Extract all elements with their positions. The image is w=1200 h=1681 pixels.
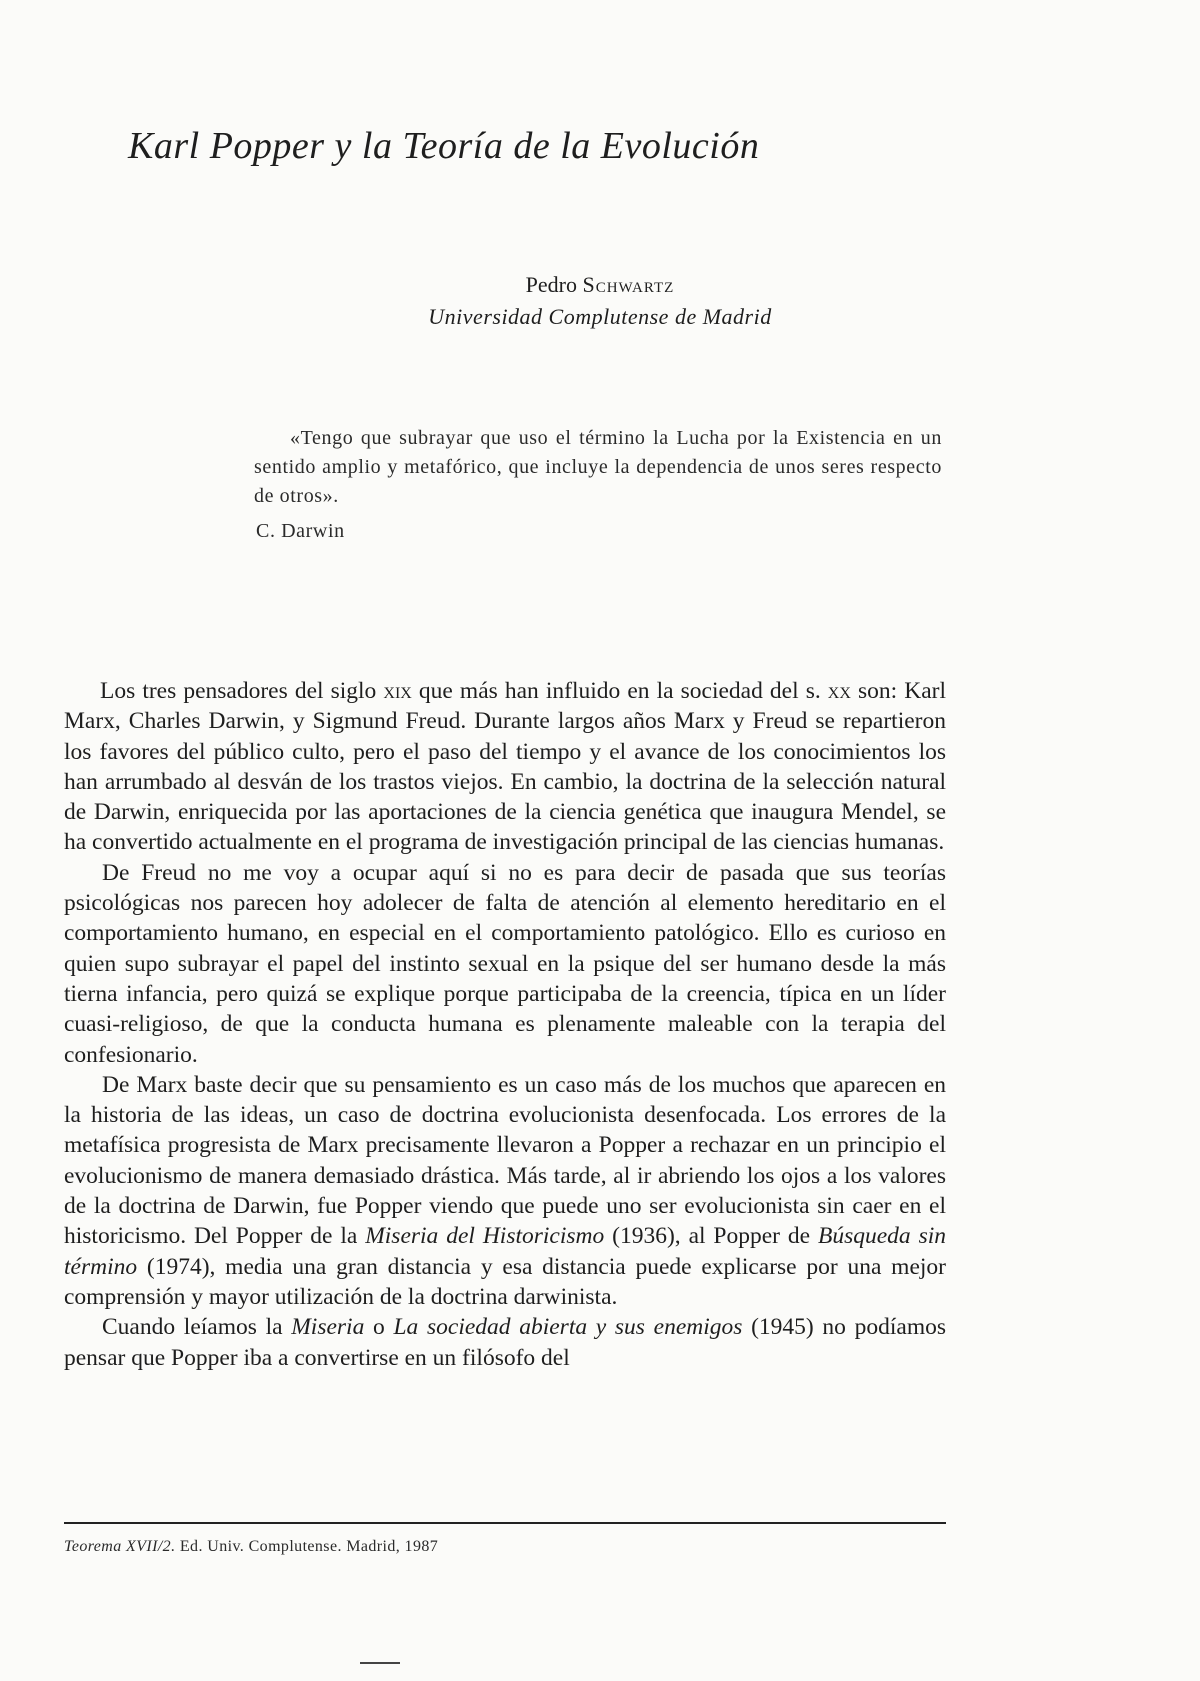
footer-divider (64, 1522, 946, 1524)
century-numeral: xix (383, 678, 412, 704)
epigraph-attribution: C. Darwin (256, 520, 345, 542)
paragraph-1-text-c: son: Karl Marx, Charles Darwin, y Sigmund Freud. Durante largos años Marx y Freud se repartieron los favores del público culto, pero el paso del tiempo y el avance de los conocimientos los han arrumbado al desván de los trastos viejos. En cambio, la doctrina de la selección natural de Darwin, enriquecida por las aportaciones de la ciencia genética que inaugura Mendel, se ha convertido actualmente en el programa de investigación principal de las ciencias humanas. (64, 678, 946, 856)
paragraph-1-text-a: Los tres pensadores del siglo (100, 678, 384, 704)
author-affiliation: Universidad Complutense de Madrid (428, 304, 772, 329)
epigraph-quote: «Tengo que subrayar que uso el término la Lucha por la Existencia en un sentido amplio y metafórico, que incluye la dependencia de unos seres respecto de otros». (254, 427, 942, 507)
paragraph-4-text-c: (1945) no podíamos pensar que Popper iba a convertirse en un filósofo del (64, 1314, 947, 1371)
paragraph-4 (64, 1312, 946, 1373)
journal-name: Teorema XVII/2. (64, 1538, 176, 1555)
paragraph-3-text-a: De Marx baste decir que su pensamiento es un caso más de los muchos que aparecen en la historia de las ideas, un caso de doctrina evolucionista desenfocada. Los errores de la metafísica progresista de Marx precisamente llevaron a Popper a rechazar en un principio el evolucionismo de manera demasiado drástica. Más tarde, al ir abriendo los ojos a los valores de la doctrina de Darwin, fue Popper viendo que puede uno ser evolucionista sin caer en el historicismo. Del Popper de la (64, 1071, 946, 1250)
author-given-name: Pedro (525, 272, 577, 297)
publisher-info: Ed. Univ. Complutense. Madrid, 1987 (175, 1538, 439, 1555)
paragraph-1-text-b: que más han influido en la sociedad del s. (411, 678, 828, 704)
book-title-italic: La sociedad abierta y sus enemigos (393, 1314, 743, 1341)
paragraph-3-text-b: (1936), al Popper de (604, 1223, 818, 1250)
book-title-italic: Búsqueda sin término (64, 1223, 946, 1280)
scan-mark (360, 1662, 400, 1664)
paragraph-4-text-a: Cuando leíamos la (102, 1314, 292, 1341)
article-body (64, 676, 946, 1373)
book-title-italic: Miseria del Historicismo (365, 1223, 605, 1250)
journal-footer (64, 1538, 438, 1556)
article-title: Karl Popper y la Teoría de la Evolución (128, 125, 760, 167)
author-name (0, 272, 1200, 298)
paragraph-1 (64, 676, 946, 858)
century-numeral: xx (827, 678, 851, 704)
book-title-italic: Miseria (291, 1314, 365, 1341)
paragraph-4-text-b: o (364, 1314, 394, 1341)
author-surname: Schwartz (582, 272, 675, 297)
paragraph-3 (64, 1070, 946, 1312)
paragraph-2: De Freud no me voy a ocupar aquí si no es para decir de pasada que sus teorías psicológicas nos parecen hoy adolecer de falta de atención al elemento hereditario en el comportamiento humano, en especial en el comportamiento patológico. Ello es curioso en quien supo subrayar el papel del instinto sexual en la psique del ser humano desde la más tierna infancia, pero quizá se explique porque participaba de la creencia, típica en un líder cuasi-religioso, de que la conducta humana es plenamente maleable con la terapia del confesionario. (64, 859, 946, 1068)
paragraph-3-text-c: (1974), media una gran distancia y esa distancia puede explicarse por una mejor comprensión y mayor utilización de la doctrina darwinista. (64, 1253, 946, 1310)
